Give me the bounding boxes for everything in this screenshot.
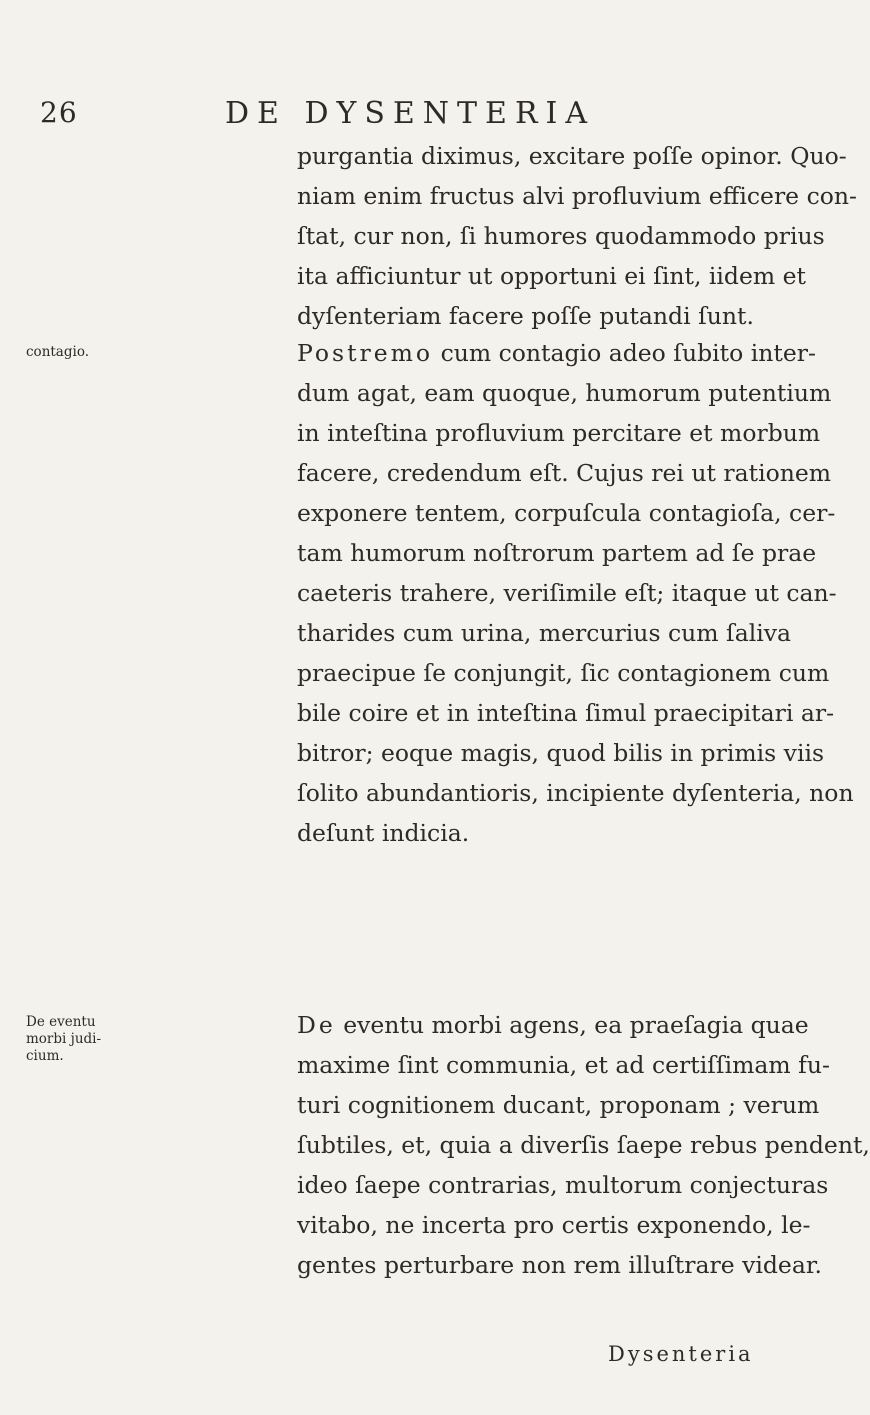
margin-note-line: cium.	[26, 1048, 64, 1064]
text-line: vitabo, ne incerta pro certis exponendo, le-	[297, 1211, 811, 1239]
text-line: niam enim fructus alvi profluvium efficere con-	[297, 182, 857, 210]
text-line: bile coire et in inteſtina ſimul praecipitari ar-	[297, 699, 835, 727]
margin-note-line: morbi judi-	[26, 1031, 102, 1047]
page-number: 26	[40, 96, 78, 129]
text-line: tharides cum urina, mercurius cum ſaliva	[297, 619, 792, 647]
margin-note-line: contagio.	[26, 344, 89, 360]
text-line: exponere tentem, corpuſcula contagioſa, cer-	[297, 499, 836, 527]
text-line: tam humorum noſtrorum partem ad ſe prae	[297, 539, 817, 567]
paragraph-lead-word: Postremo	[297, 339, 434, 367]
text-line: dyſenteriam facere poſſe putandi ſunt.	[297, 302, 754, 330]
text-line: facere, credendum eſt. Cujus rei ut rationem	[297, 459, 832, 487]
paragraph-1	[297, 136, 857, 336]
text-line: praecipue ſe conjungit, ſic contagionem cum	[297, 659, 830, 687]
text-line: caeteris trahere, veriſimile eſt; itaque ut can-	[297, 579, 837, 607]
text-line: in inteſtina profluvium percitare et morbum	[297, 419, 821, 447]
running-title: DE DYSENTERIA	[225, 96, 596, 131]
paragraph-2	[297, 333, 854, 853]
text-line: ita afficiuntur ut opportuni ei ſint, iidem et	[297, 262, 806, 290]
text-line: deſunt indicia.	[297, 819, 470, 847]
text-line: maxime ſint communia, et ad certiſſimam fu-	[297, 1051, 830, 1079]
text-line-rest: eventu morbi agens, ea praeſagia quae	[335, 1011, 809, 1039]
text-line: turi cognitionem ducant, proponam ; verum	[297, 1091, 820, 1119]
margin-note-eventu	[26, 1014, 108, 1065]
margin-note-line: De eventu	[26, 1014, 96, 1030]
text-line: dum agat, eam quoque, humorum putentium	[297, 379, 832, 407]
catchword: Dysenteria	[608, 1342, 754, 1366]
paragraph-lead-word: De	[297, 1011, 336, 1039]
text-line-rest: cum contagio adeo ſubito inter-	[433, 339, 816, 367]
text-line: gentes perturbare non rem illuſtrare videar.	[297, 1251, 822, 1279]
text-line	[297, 1005, 809, 1045]
text-line: purgantia diximus, excitare poſſe opinor. Quo-	[297, 142, 847, 170]
paragraph-3	[297, 1005, 870, 1285]
text-line: bitror; eoque magis, quod bilis in primis viis	[297, 739, 825, 767]
text-line	[297, 333, 816, 373]
text-line: ideo ſaepe contrarias, multorum conjecturas	[297, 1171, 829, 1199]
text-line: ſtat, cur non, ſi humores quodammodo prius	[297, 222, 825, 250]
text-line: ſubtiles, et, quia a diverſis ſaepe rebus pendent,	[297, 1131, 870, 1159]
text-line: ſolito abundantioris, incipiente dyſenteria, non	[297, 779, 854, 807]
margin-note-contagio	[26, 344, 108, 361]
